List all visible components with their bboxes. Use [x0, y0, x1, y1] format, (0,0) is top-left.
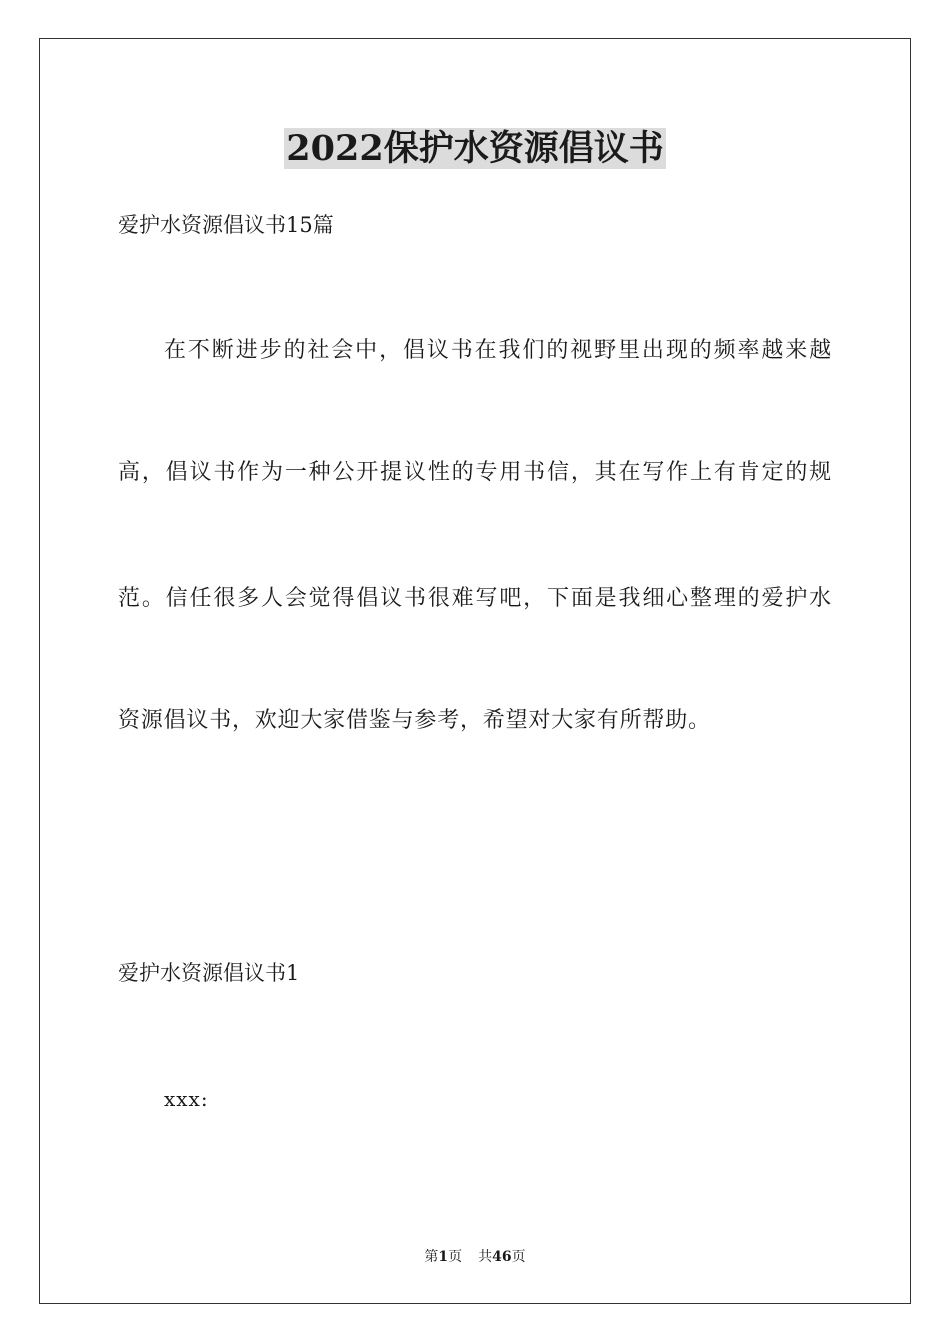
intro-line-4: 资源倡议书，欢迎大家借鉴与参考，希望对大家有所帮助。: [118, 708, 711, 733]
intro-line-3: 范。信任很多人会觉得倡议书很难写吧，下面是我细心整理的爱护水: [118, 586, 832, 611]
footer-total-prefix: 共: [478, 1249, 493, 1265]
document-title: [0, 128, 950, 170]
footer-total-suffix: 页: [511, 1249, 526, 1265]
intro-line-1: 在不断进步的社会中，倡议书在我们的视野里出现的频率越来越: [164, 338, 832, 363]
page-footer: [0, 1247, 950, 1267]
section-heading: 爱护水资源倡议书1: [118, 961, 300, 985]
footer-page-total: 46: [492, 1249, 512, 1265]
intro-line-2: 高，倡议书作为一种公开提议性的专用书信，其在写作上有肯定的规: [118, 460, 832, 485]
salutation: xxx:: [164, 1087, 209, 1111]
footer-page-current: 1: [438, 1249, 449, 1265]
document-subtitle: 爱护水资源倡议书15篇: [118, 213, 334, 237]
document-title-text: 2022保护水资源倡议书: [286, 128, 664, 169]
footer-page-suffix: 页: [448, 1249, 463, 1265]
footer-page-prefix: 第: [424, 1249, 439, 1265]
